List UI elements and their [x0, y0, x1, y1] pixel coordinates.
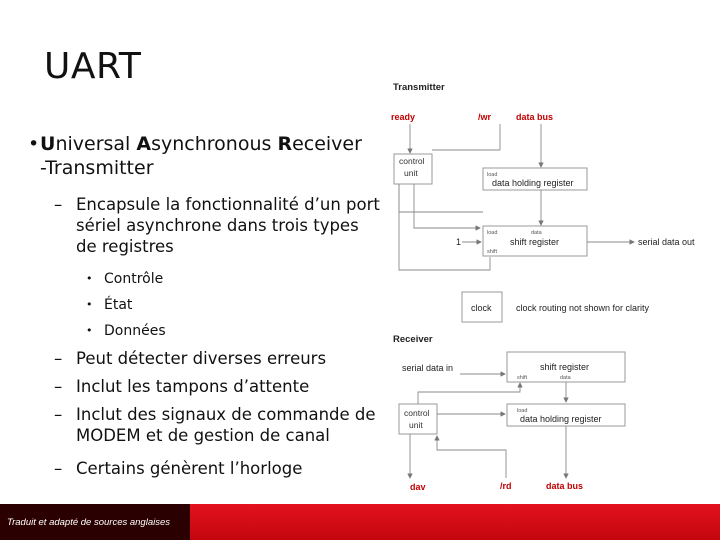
tx-wr-label: /wr	[478, 112, 492, 122]
rx-data-label: data	[560, 375, 571, 381]
tx-shift-small-label: shift	[487, 249, 498, 255]
slide-title: UART	[44, 46, 142, 87]
rx-data-bus-label: data bus	[546, 481, 584, 491]
sub-item-buffers: – Inclut les tampons d’attente	[54, 377, 310, 396]
rx-rd-label: /rd	[500, 481, 512, 491]
tx-serial-data-out-label: serial data out	[638, 237, 695, 247]
tx-control-label: control	[399, 156, 425, 166]
rx-holding-register-label: data holding register	[520, 414, 602, 424]
tx-shift-register-label: shift register	[510, 237, 560, 247]
tx-data-bus-label: data bus	[516, 112, 554, 122]
footer-bar	[0, 504, 720, 540]
tx-one-label: 1	[456, 237, 462, 247]
rx-serial-data-in-label: serial data in	[402, 363, 454, 373]
clock-label: clock	[471, 303, 492, 313]
sub-item-modem: – Inclut des signaux de commande de MODEM et de gestion de canal	[54, 405, 376, 445]
tx-unit-label: unit	[404, 168, 418, 178]
tx-load2-label: load	[487, 230, 498, 236]
transmitter-heading: Transmitter	[393, 82, 445, 93]
rx-shift-register-label: shift register	[540, 362, 590, 372]
sub-item-encapsulates: – Encapsule la fonctionnalité d’un port sériel asynchrone dans trois types de registres	[54, 195, 380, 256]
rx-dav-label: dav	[410, 482, 426, 492]
receiver-heading: Receiver	[393, 334, 433, 345]
bullet-uart-definition: • Universal Asynchronous Receiver -Transmitter	[28, 133, 362, 179]
rx-shift-label: shift	[517, 375, 528, 381]
tx-load-label: load	[487, 172, 498, 178]
tx-holding-register-label: data holding register	[492, 178, 574, 188]
tx-data-label: data	[531, 230, 542, 236]
sub-item-errors: – Peut détecter diverses erreurs	[54, 349, 327, 368]
register-type-control: • Contrôle	[86, 271, 164, 287]
uart-block-diagram	[388, 70, 718, 500]
register-type-data: • Données	[86, 323, 166, 339]
rx-unit-label: unit	[409, 420, 423, 430]
register-type-status: • État	[86, 297, 133, 313]
bullet-dot: •	[28, 133, 40, 155]
footer-credit: Traduit et adapté de sources anglaises	[7, 517, 171, 528]
rx-load-label: load	[517, 408, 528, 414]
clock-routing-note: clock routing not shown for clarity	[516, 303, 650, 313]
tx-ready-label: ready	[391, 112, 416, 122]
rx-control-label: control	[404, 408, 430, 418]
sub-item-clock: – Certains génèrent l’horloge	[54, 459, 303, 478]
